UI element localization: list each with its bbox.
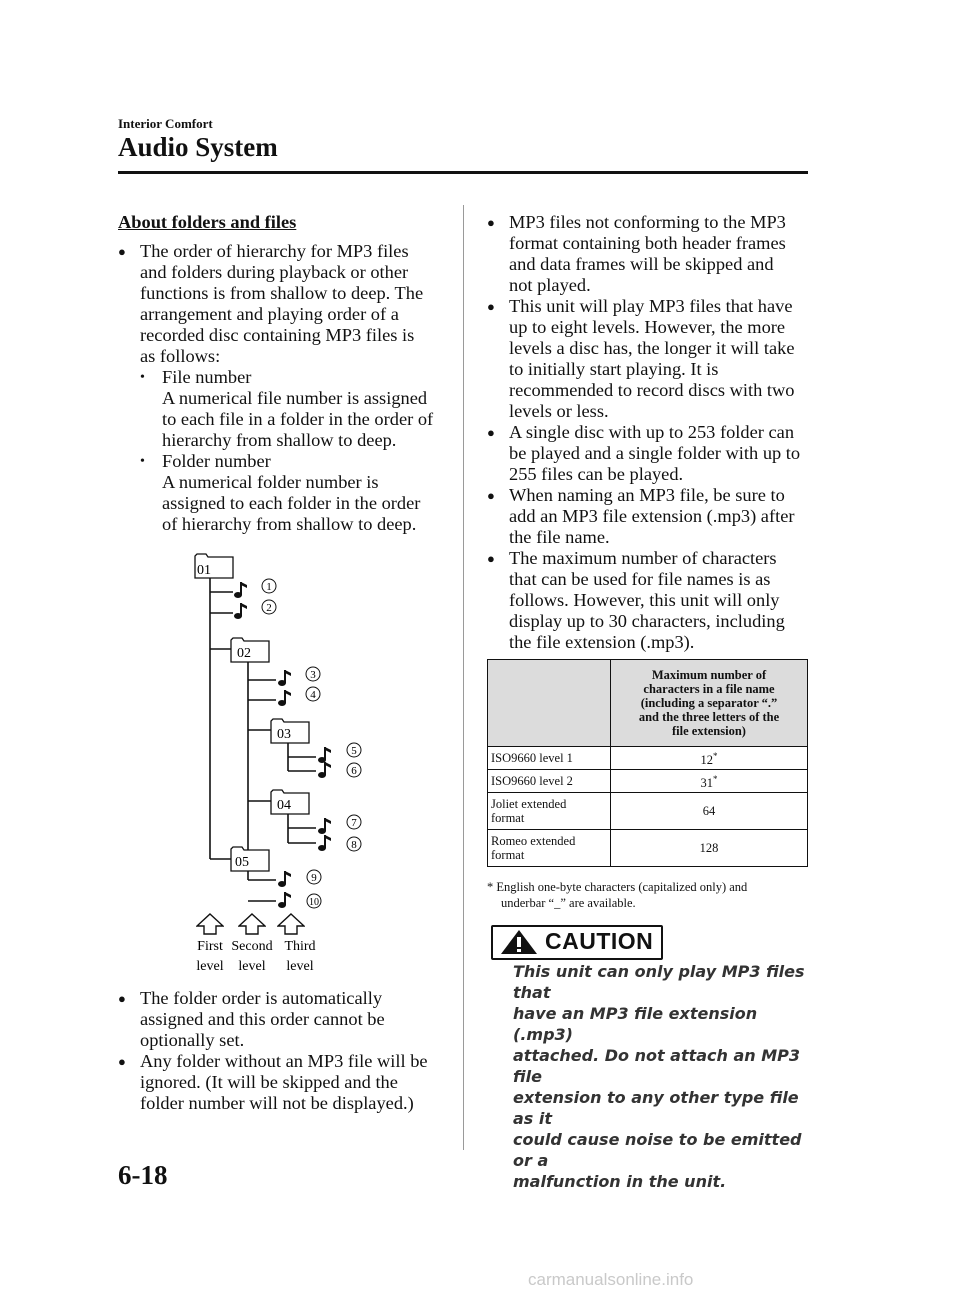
sub-bullet-dot: • xyxy=(140,370,145,385)
file-number: 7 xyxy=(351,817,357,829)
folder-04 xyxy=(271,790,309,814)
max-characters-table xyxy=(487,659,808,867)
music-file xyxy=(318,762,361,778)
text-line: A single disc with up to 253 folder can xyxy=(509,422,795,442)
file-number: 9 xyxy=(311,872,317,884)
level-label: level xyxy=(196,959,224,974)
bullet-dot: ● xyxy=(118,244,126,259)
text-line: hierarchy from shallow to deep. xyxy=(162,430,397,450)
file-number: 1 xyxy=(266,581,272,593)
up-arrow-icon xyxy=(278,914,304,934)
music-file xyxy=(318,815,361,834)
music-file xyxy=(278,687,320,706)
text-line: Any folder without an MP3 file will be xyxy=(140,1051,428,1071)
level-label: level xyxy=(286,959,314,974)
page-title: Audio System xyxy=(118,132,278,162)
text-line: to initially start playing. It is xyxy=(509,359,719,379)
text-line: The order of hierarchy for MP3 files xyxy=(140,241,409,261)
bullet-dot: ● xyxy=(118,991,126,1006)
watermark: carmanualsonline.info xyxy=(528,1270,694,1289)
table-row xyxy=(488,793,808,830)
music-file xyxy=(278,667,320,686)
music-file xyxy=(234,579,276,598)
text-line: and folders during playback or other xyxy=(140,262,409,282)
text-line: The folder order is automatically xyxy=(140,988,383,1008)
text-line: MP3 files not conforming to the MP3 xyxy=(509,212,786,232)
text-line: 255 files can be played. xyxy=(509,464,684,484)
table-row xyxy=(488,830,808,867)
text-line: that can be used for file names is as xyxy=(509,569,771,589)
level-label: First xyxy=(197,939,223,954)
text-line: and data frames will be skipped and xyxy=(509,254,774,274)
caution-text xyxy=(513,961,813,1192)
sub-bullet-title: Folder number xyxy=(162,451,271,471)
music-file xyxy=(318,743,361,763)
text-line: display up to 30 characters, including xyxy=(509,611,785,631)
text-line: assigned and this order cannot be xyxy=(140,1009,385,1029)
music-note-icon xyxy=(234,582,247,598)
text-line: up to eight levels. However, the more xyxy=(509,317,786,337)
text-line: add an MP3 file extension (.mp3) after xyxy=(509,506,795,526)
folder-label: 04 xyxy=(277,798,291,813)
level-label: Third xyxy=(284,939,316,954)
text-line: optionally set. xyxy=(140,1030,245,1050)
up-arrow-icon xyxy=(239,914,265,934)
text-line: recommended to record discs with two xyxy=(509,380,795,400)
text-line: recorded disc containing MP3 files is xyxy=(140,325,415,345)
header-line: (including a separator “.” xyxy=(640,696,778,710)
table-row xyxy=(488,747,808,770)
caution-line: malfunction in the unit. xyxy=(513,1172,727,1191)
text-line: functions is from shallow to deep. The xyxy=(140,283,424,303)
music-note-icon xyxy=(278,892,291,908)
sub-bullet-title: File number xyxy=(162,367,252,387)
file-number: 5 xyxy=(351,745,357,757)
column-divider xyxy=(463,205,464,1150)
header-line: and the three letters of the xyxy=(638,710,780,724)
file-number: 4 xyxy=(310,689,316,701)
table-row xyxy=(488,770,808,793)
text-line: follows. However, this unit will only xyxy=(509,590,780,610)
caution-line: This unit can only play MP3 files that xyxy=(513,962,805,1002)
file-number: 3 xyxy=(310,669,316,681)
text-line: ignored. (It will be skipped and the xyxy=(140,1072,398,1092)
bullet-dot: ● xyxy=(487,488,495,503)
header-rule xyxy=(118,171,808,174)
text-line: folder number will not be displayed.) xyxy=(140,1093,414,1113)
music-note-icon xyxy=(318,747,331,763)
table-header-cell xyxy=(611,660,808,747)
folder-label: 03 xyxy=(277,727,291,742)
table-header-empty xyxy=(488,660,611,747)
folder-01 xyxy=(195,554,233,578)
music-file xyxy=(234,600,276,619)
folder-label: 05 xyxy=(235,855,249,870)
text-line: levels or less. xyxy=(509,401,609,421)
header-line: file extension) xyxy=(672,724,746,738)
level-label: level xyxy=(238,959,266,974)
caution-line: extension to any other type file as it xyxy=(513,1088,799,1128)
text-line: A numerical file number is assigned xyxy=(162,388,428,408)
text-line: format containing both header frames xyxy=(509,233,786,253)
warning-icon xyxy=(500,929,538,955)
text-line: A numerical folder number is xyxy=(162,472,379,492)
music-note-icon xyxy=(278,670,291,686)
text-line: assigned to each folder in the order xyxy=(162,493,421,513)
text-line: levels a disc has, the longer it will take xyxy=(509,338,795,358)
bullet-dot: ● xyxy=(118,1054,126,1069)
bullet-dot: ● xyxy=(487,425,495,440)
folder-05 xyxy=(231,847,269,871)
music-note-icon xyxy=(278,871,291,887)
section-heading: About folders and files xyxy=(118,212,297,232)
text-line: to each file in a folder in the order of xyxy=(162,409,434,429)
music-note-icon xyxy=(234,603,247,619)
folder-label: 02 xyxy=(237,646,251,661)
text-line: This unit will play MP3 files that have xyxy=(509,296,793,316)
music-file xyxy=(278,870,321,887)
text-line: be played and a single folder with up to xyxy=(509,443,801,463)
folder-label: 01 xyxy=(197,563,211,578)
folder-02 xyxy=(231,638,269,662)
bullet-dot: ● xyxy=(487,299,495,314)
table-cell-format: Romeo extended format xyxy=(488,830,611,867)
bullet-dot: ● xyxy=(487,551,495,566)
section-label: Interior Comfort xyxy=(118,116,213,131)
caution-line: attached. Do not attach an MP3 file xyxy=(513,1046,801,1086)
table-cell-format: Joliet extended format xyxy=(488,793,611,830)
table-cell-value: 64 xyxy=(611,793,808,830)
table-footnote xyxy=(487,879,817,911)
sub-bullet-dot: • xyxy=(140,454,145,469)
text-line: When naming an MP3 file, be sure to xyxy=(509,485,785,505)
music-note-icon xyxy=(278,690,291,706)
folder-03 xyxy=(271,719,309,743)
table-header-row xyxy=(488,660,808,747)
text-line: the file extension (.mp3). xyxy=(509,632,695,652)
music-note-icon xyxy=(318,818,331,834)
music-note-icon xyxy=(318,835,331,851)
footnote-line: * English one-byte characters (capitalized only) and xyxy=(487,880,748,894)
music-note-icon xyxy=(318,762,331,778)
file-number: 6 xyxy=(351,765,357,777)
level-label: Second xyxy=(231,939,273,954)
up-arrow-icon xyxy=(197,914,223,934)
text-line: arrangement and playing order of a xyxy=(140,304,399,324)
table-cell-value: 31* xyxy=(611,770,808,793)
bullet-dot: ● xyxy=(487,215,495,230)
file-number: 2 xyxy=(266,602,272,614)
caution-label: CAUTION xyxy=(545,928,654,954)
text-line: The maximum number of characters xyxy=(509,548,777,568)
text-line: as follows: xyxy=(140,346,221,366)
table-cell-format: ISO9660 level 2 xyxy=(488,770,611,793)
caution-line: have an MP3 file extension (.mp3) xyxy=(513,1004,758,1044)
caution-line: could cause noise to be emitted or a xyxy=(513,1130,802,1170)
folder-hierarchy-diagram xyxy=(180,545,380,975)
file-number: 8 xyxy=(351,839,357,851)
text-line: the file name. xyxy=(509,527,610,547)
music-file xyxy=(318,835,361,851)
text-line: not played. xyxy=(509,275,591,295)
text-line: of hierarchy from shallow to deep. xyxy=(162,514,417,534)
music-file xyxy=(278,892,321,908)
table-cell-format: ISO9660 level 1 xyxy=(488,747,611,770)
footnote-line: underbar “_” are available. xyxy=(501,896,636,910)
header-line: Maximum number of xyxy=(651,668,767,682)
table-cell-value: 12* xyxy=(611,747,808,770)
page-number: 6-18 xyxy=(118,1160,168,1190)
header-line: characters in a file name xyxy=(643,682,775,696)
file-number: 10 xyxy=(309,897,319,908)
table-cell-value: 128 xyxy=(611,830,808,867)
